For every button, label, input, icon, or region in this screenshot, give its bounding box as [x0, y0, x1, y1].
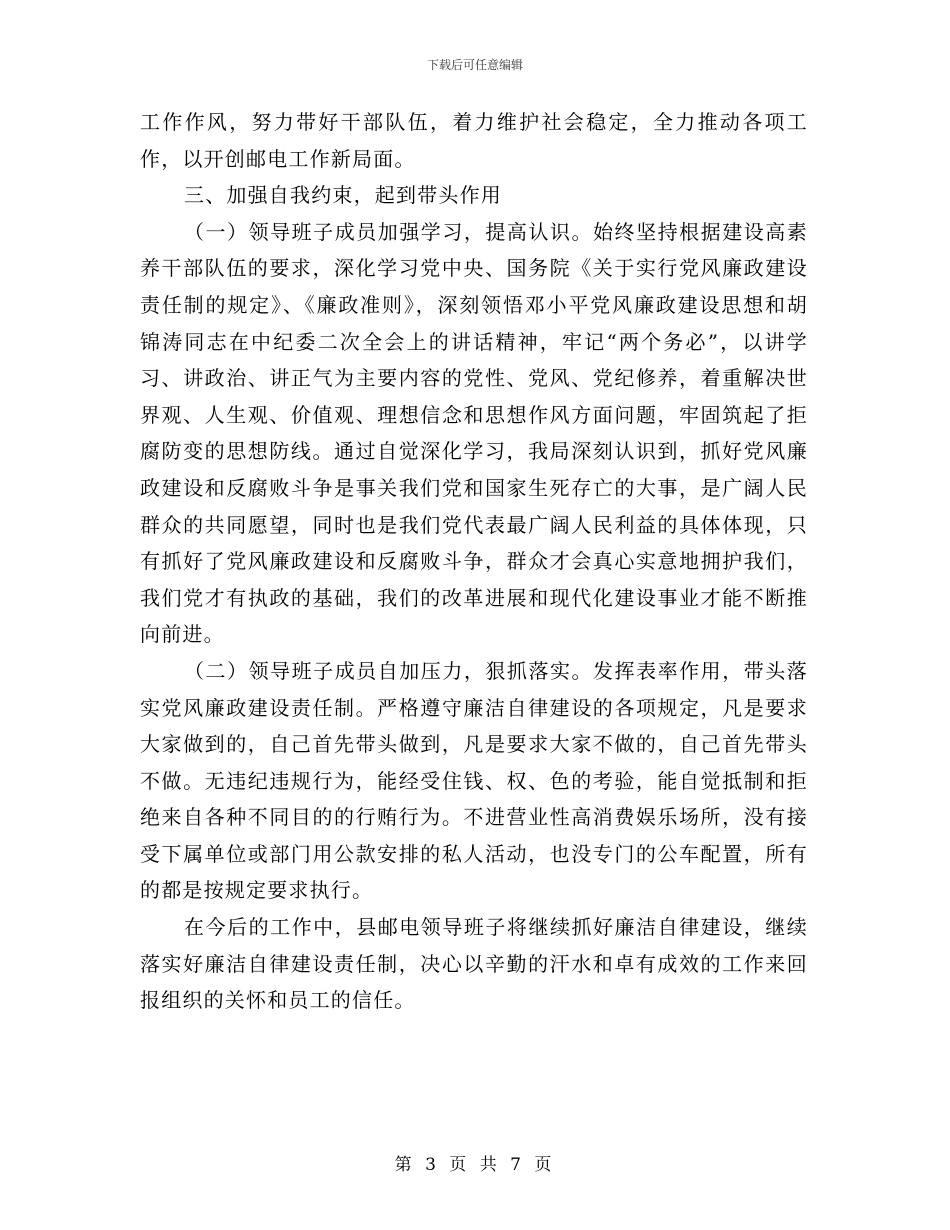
page-header: 下载后可任意编辑	[426, 58, 523, 72]
page-number: 第 3 页 共 7 页	[394, 1155, 556, 1175]
paragraph-implementation: （二）领导班子成员自加压力，狠抓落实。发挥表率作用，带头落实党风廉政建设责任制。严格遵守廉洁自律建设的各项规定，凡是要求大家做到的，自己首先带头做到，凡是要求大家不做的，自己首先带头不做。无违纪违规行为，能经受住钱、权、色的考验，能自觉抵制和拒绝来自各种不同目的的行贿行为。不进营业性高消费娱乐场所，没有接受下属单位或部门用公款安排的私人活动，也没专门的公车配置，所有的都是按规定要求执行。	[140, 658, 808, 903]
document-body	[140, 104, 808, 1019]
paragraph-continuation: 工作作风，努力带好干部队伍，着力维护社会稳定，全力推动各项工作，以开创邮电工作新局面。	[140, 110, 808, 171]
paragraph-conclusion: 在今后的工作中，县邮电领导班子将继续抓好廉洁自律建设，继续落实好廉洁自律建设责任制，决心以辛勤的汗水和卓有成效的工作来回报组织的关怀和员工的信任。	[140, 915, 808, 1013]
paragraph-study: （一）领导班子成员加强学习，提高认识。始终坚持根据建设高素养干部队伍的要求，深化学习党中央、国务院《关于实行党风廉政建设责任制的规定》、《廉政准则》，深刻领悟邓小平党风廉政建设思想和胡锦涛同志在中纪委二次全会上的讲话精神，牢记“两个务必”，以讲学习、讲政治、讲正气为主要内容的党性、党风、党纪修养，着重解决世界观、人生观、价值观、理想信念和思想作风方面问题，牢固筑起了拒腐防变的思想防线。通过自觉深化学习，我局深刻认识到，抓好党风廉政建设和反腐败斗争是事关我们党和国家生死存亡的大事，是广阔人民群众的共同愿望，同时也是我们党代表最广阔人民利益的具体体现，只有抓好了党风廉政建设和反腐败斗争，群众才会真心实意地拥护我们，我们党才有执政的基础，我们的改革进展和现代化建设事业才能不断推向前进。	[140, 219, 808, 647]
section-heading: 三、加强自我约束，起到带头作用	[184, 183, 502, 208]
